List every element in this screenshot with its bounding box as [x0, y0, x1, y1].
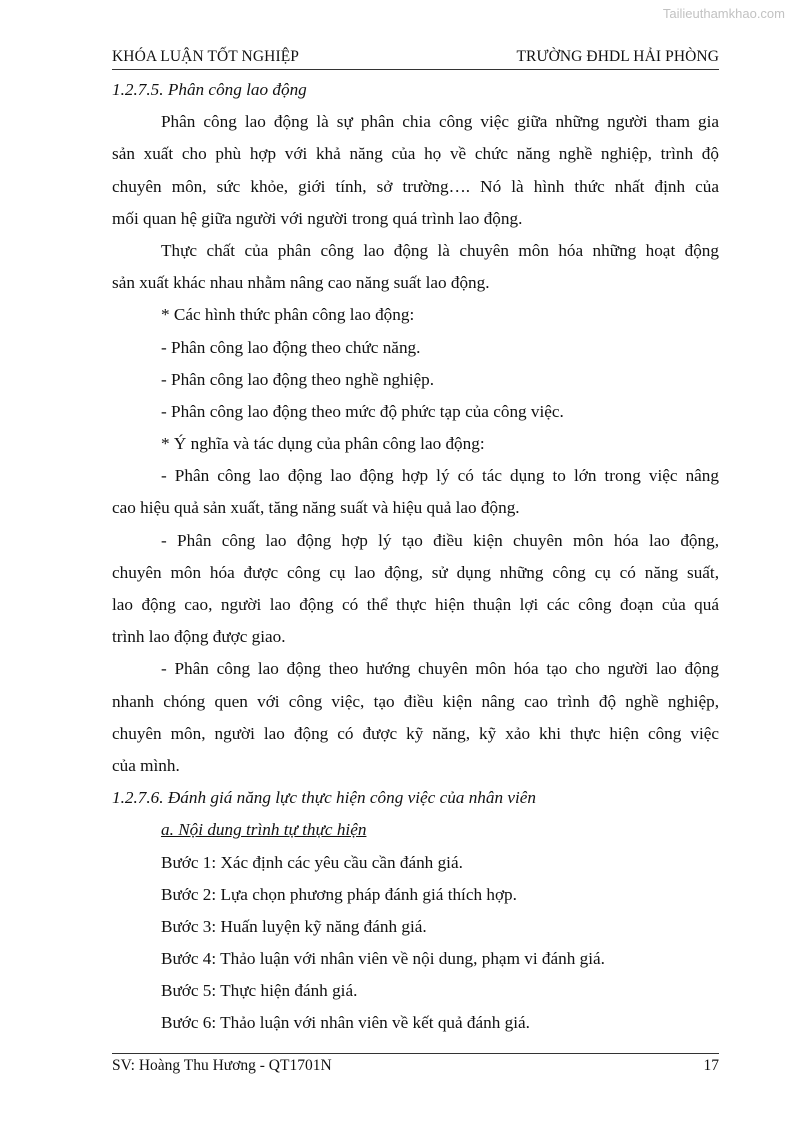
step-item: Bước 5: Thực hiện đánh giá.: [161, 981, 358, 1001]
list-item: - Phân công lao động lao động hợp lý có tác dụng to lớn trong việc nâng: [161, 466, 719, 486]
paragraph-line: sản xuất cho phù hợp với khả năng của họ về chức năng nghề nghiệp, trình độ: [112, 144, 719, 164]
paragraph-line: sản xuất khác nhau nhằm nâng cao năng suất lao động.: [112, 273, 490, 293]
list-item-continued: của mình.: [112, 755, 180, 775]
list-heading: * Ý nghĩa và tác dụng của phân công lao động:: [161, 434, 485, 454]
page-number: 17: [703, 1057, 719, 1074]
list-heading: * Các hình thức phân công lao động:: [161, 305, 415, 325]
step-item: Bước 6: Thảo luận với nhân viên về kết quả đánh giá.: [161, 1013, 530, 1033]
step-item: Bước 1: Xác định các yêu cầu cần đánh giá.: [161, 852, 463, 872]
header-left-title: KHÓA LUẬN TỐT NGHIỆP: [112, 48, 299, 65]
step-item: Bước 2: Lựa chọn phương pháp đánh giá thích hợp.: [161, 884, 517, 904]
list-item-continued: cao hiệu quả sản xuất, tăng năng suất và hiệu quả lao động.: [112, 498, 520, 518]
subheading: a. Nội dung trình tự thực hiện: [161, 820, 367, 840]
step-item: Bước 3: Huấn luyện kỹ năng đánh giá.: [161, 916, 427, 936]
page-footer: [112, 1057, 719, 1075]
list-item: - Phân công lao động theo chức năng.: [161, 337, 421, 357]
footer-student-info: SV: Hoàng Thu Hương - QT1701N: [112, 1057, 332, 1074]
paragraph-line: mối quan hệ giữa người với người trong quá trình lao động.: [112, 208, 523, 228]
section-heading-1276: 1.2.7.6. Đánh giá năng lực thực hiện công việc của nhân viên: [112, 788, 536, 808]
list-item-continued: trình lao động được giao.: [112, 627, 286, 647]
list-item-continued: lao động cao, người lao động có thể thực hiện thuận lợi các công đoạn của quá: [112, 595, 719, 614]
page-body: [112, 74, 719, 1040]
footer-divider: [112, 1053, 719, 1054]
watermark-text: Tailieuthamkhao.com: [662, 6, 785, 21]
header-right-school: TRƯỜNG ĐHDL HẢI PHÒNG: [516, 48, 719, 65]
list-item-continued: chuyên môn hóa được công cụ lao động, sử dụng những công cụ có năng suất,: [112, 562, 719, 582]
list-item: - Phân công lao động hợp lý tạo điều kiện chuyên môn hóa lao động,: [161, 530, 719, 550]
list-item: - Phân công lao động theo hướng chuyên môn hóa tạo cho người lao động: [161, 659, 719, 679]
list-item-continued: chuyên môn, người lao động có được kỹ năng, kỹ xảo khi thực hiện công việc: [112, 723, 719, 743]
page-header: [112, 48, 719, 66]
section-heading-1275: 1.2.7.5. Phân công lao động: [112, 80, 307, 99]
header-divider: [112, 69, 719, 70]
step-item: Bước 4: Thảo luận với nhân viên về nội dung, phạm vi đánh giá.: [161, 949, 605, 969]
list-item: - Phân công lao động theo nghề nghiệp.: [161, 369, 435, 389]
list-item-continued: nhanh chóng quen với công việc, tạo điều kiện nâng cao trình độ nghề nghiệp,: [112, 691, 719, 711]
paragraph-line: Thực chất của phân công lao động là chuyên môn hóa những hoạt động: [161, 240, 719, 260]
list-item: - Phân công lao động theo mức độ phức tạp của công việc.: [161, 401, 564, 421]
paragraph-line: Phân công lao động là sự phân chia công việc giữa những người tham gia: [161, 112, 719, 132]
paragraph-line: chuyên môn, sức khỏe, giới tính, sở trường…. Nó là hình thức nhất định của: [112, 176, 719, 196]
